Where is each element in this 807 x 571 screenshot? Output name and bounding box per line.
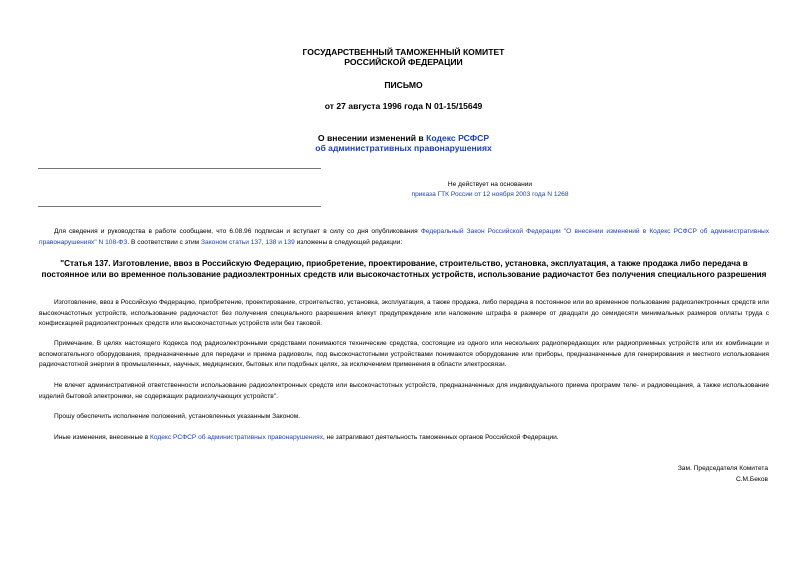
other-changes-text-2: , не затрагивают деятельность таможенных органов Российской Федерации. bbox=[323, 434, 559, 441]
codex-link[interactable]: Кодекс РСФСР bbox=[426, 133, 490, 143]
signature-position: Зам. Председателя Комитета bbox=[677, 465, 768, 472]
intro-text-3: изложены в следующей редакции: bbox=[294, 238, 403, 246]
status-notice: Не действует на основании bbox=[447, 181, 533, 188]
other-changes-paragraph bbox=[39, 433, 769, 444]
top-divider bbox=[38, 168, 321, 169]
article-paragraph-3: Не влечет административной ответственности использование радиоэлектронных средств или высокочастотных устройств, предназначенных для индивидуального приема программ теле- и радиовещания, а также использование изделий бытовой электроники, не содержащих радиоизлучающих устройств". bbox=[39, 382, 769, 400]
law-articles-link[interactable]: Законом статьи 137, 138 и 139 bbox=[201, 238, 295, 246]
document-subject-line1 bbox=[0, 133, 807, 143]
document-subject-line2 bbox=[0, 143, 807, 153]
status-notice-link-line bbox=[300, 190, 680, 200]
intro-paragraph bbox=[39, 227, 769, 248]
federal-law-link[interactable]: Федеральный Закон Российской Федерации "О внесении изменений в Кодекс РСФСР об административных правонарушениях" N 108-ФЗ bbox=[39, 228, 769, 246]
article-paragraph-1: Изготовление, ввоз в Российскую Федерацию, приобретение, проектирование, строительство, установка, эксплуатация, а также продажа, либо передача в постоянное или во временное пользование радиоэлектронных средств или высокочастотных устройств, использование радиочастот без получения специального разрешения влекут предупреждение или наложение штрафа в размере от двадцати до семидесяти минимальных размеров оплаты труда с конфискацией радиоэлектронных средств или высокочастотных устройств или без таковой. bbox=[39, 299, 769, 328]
document-type: ПИСЬМО bbox=[384, 80, 423, 90]
request-paragraph: Прошу обеспечить исполнение положений, установленных указанным Законом. bbox=[54, 413, 301, 420]
article-title: "Статья 137. Изготовление, ввоз в Российскую Федерацию, приобретение, проектирование, строительство, установка, эксплуатация, а также продажа либо передача в постоянное или во временное пользование радиоэлектронных средств или высокочастотных устройств, использование радиочастот без получения специального разрешения bbox=[41, 259, 767, 279]
intro-text-1: Для сведения и руководства в работе сообщаем, что 6.08.96 подписан и вступает в силу со дня опубликования bbox=[54, 228, 421, 235]
intro-text-2: . В соответствии с этим bbox=[127, 238, 202, 246]
codex-admin-link[interactable]: Кодекс РСФСР об административных правонарушениях bbox=[150, 434, 323, 441]
other-changes-text-1: Иные изменения, внесенные в bbox=[54, 434, 151, 441]
signature-name: С.М.Беков bbox=[735, 476, 768, 483]
subject-prefix: О внесении изменений в bbox=[317, 133, 427, 143]
article-note-paragraph: Примечание. В целях настоящего Кодекса под радиоэлектронными средствами понимаются технические средства, состоящие из одного или нескольких радиопередающих или радиоприемных устройств или их комбинации и вспомогательного оборудования, предназначенные для передачи и приема радиоволн, под высокочастотными устройствами понимаются оборудование или приборы, предназначенные для генерирования и местного использования радиочастотной энергии в промышленных, научных, медицинских, бытовых или подобных целях, за исключением применения в области электросвязи. bbox=[39, 340, 769, 369]
bottom-divider bbox=[38, 206, 321, 207]
repeal-order-link[interactable]: приказа ГТК России от 12 ноября 2003 года N 1268 bbox=[411, 191, 569, 198]
organization-name-line1: ГОСУДАРСТВЕННЫЙ ТАМОЖЕННЫЙ КОМИТЕТ bbox=[302, 47, 505, 57]
organization-name-line2: РОССИЙСКОЙ ФЕДЕРАЦИИ bbox=[344, 57, 463, 67]
document-date-number: от 27 августа 1996 года N 01-15/15649 bbox=[324, 101, 483, 111]
codex-title-link[interactable]: об административных правонарушениях bbox=[315, 143, 492, 153]
